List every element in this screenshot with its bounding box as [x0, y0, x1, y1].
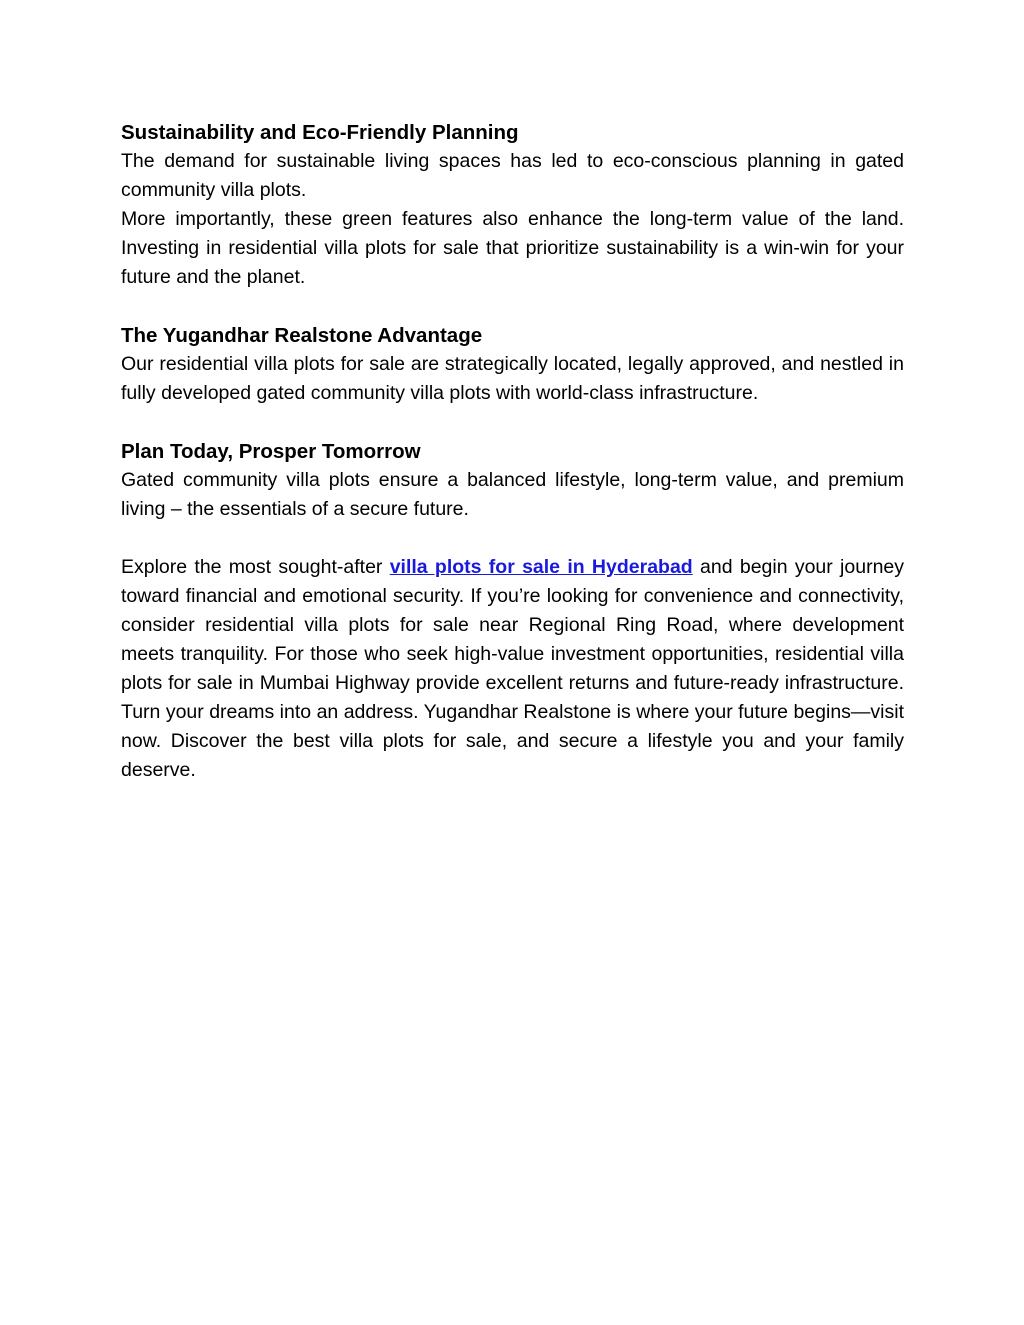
section-paragraph: The demand for sustainable living spaces has led to eco-conscious planning in gated community villa plots. [121, 150, 904, 201]
section-paragraph: Our residential villa plots for sale are strategically located, legally approved, and nestled in fully developed gated community villa plots with world-class infrastructure. [121, 353, 904, 404]
section-heading: Sustainability and Eco-Friendly Planning [121, 121, 519, 144]
section-paragraph: Gated community villa plots ensure a balanced lifestyle, long-term value, and premium living – the essentials of a secure future. [121, 469, 904, 520]
section-yugandhar-advantage [121, 321, 904, 408]
closing-text-after-link: and begin your journey toward financial and emotional security. If you’re looking for convenience and connectivity, consider residential villa plots for sale near Regional Ring Road, where development meets tranquility. For those who seek high-value investment opportunities, residential villa plots for sale in Mumbai Highway provide excellent returns and future-ready infrastructure. Turn your dreams into an address. Yugandhar Realstone is where your future begins—visit now. Discover the best villa plots for sale, and secure a lifestyle you and your family deserve. [121, 556, 905, 781]
villa-plots-hyderabad-link[interactable]: villa plots for sale in Hyderabad [389, 556, 693, 578]
closing-text-before-link: Explore the most sought-after [121, 556, 390, 578]
section-closing [121, 553, 904, 785]
section-sustainability [121, 118, 904, 292]
section-plan-today [121, 437, 904, 524]
document-page [121, 118, 904, 814]
closing-paragraph [121, 553, 904, 785]
section-heading: The Yugandhar Realstone Advantage [121, 324, 483, 347]
section-heading: Plan Today, Prosper Tomorrow [121, 440, 421, 463]
section-paragraph: More importantly, these green features also enhance the long-term value of the land. Investing in residential villa plots for sale that prioritize sustainability is a win-win for your future and the planet. [121, 208, 904, 288]
